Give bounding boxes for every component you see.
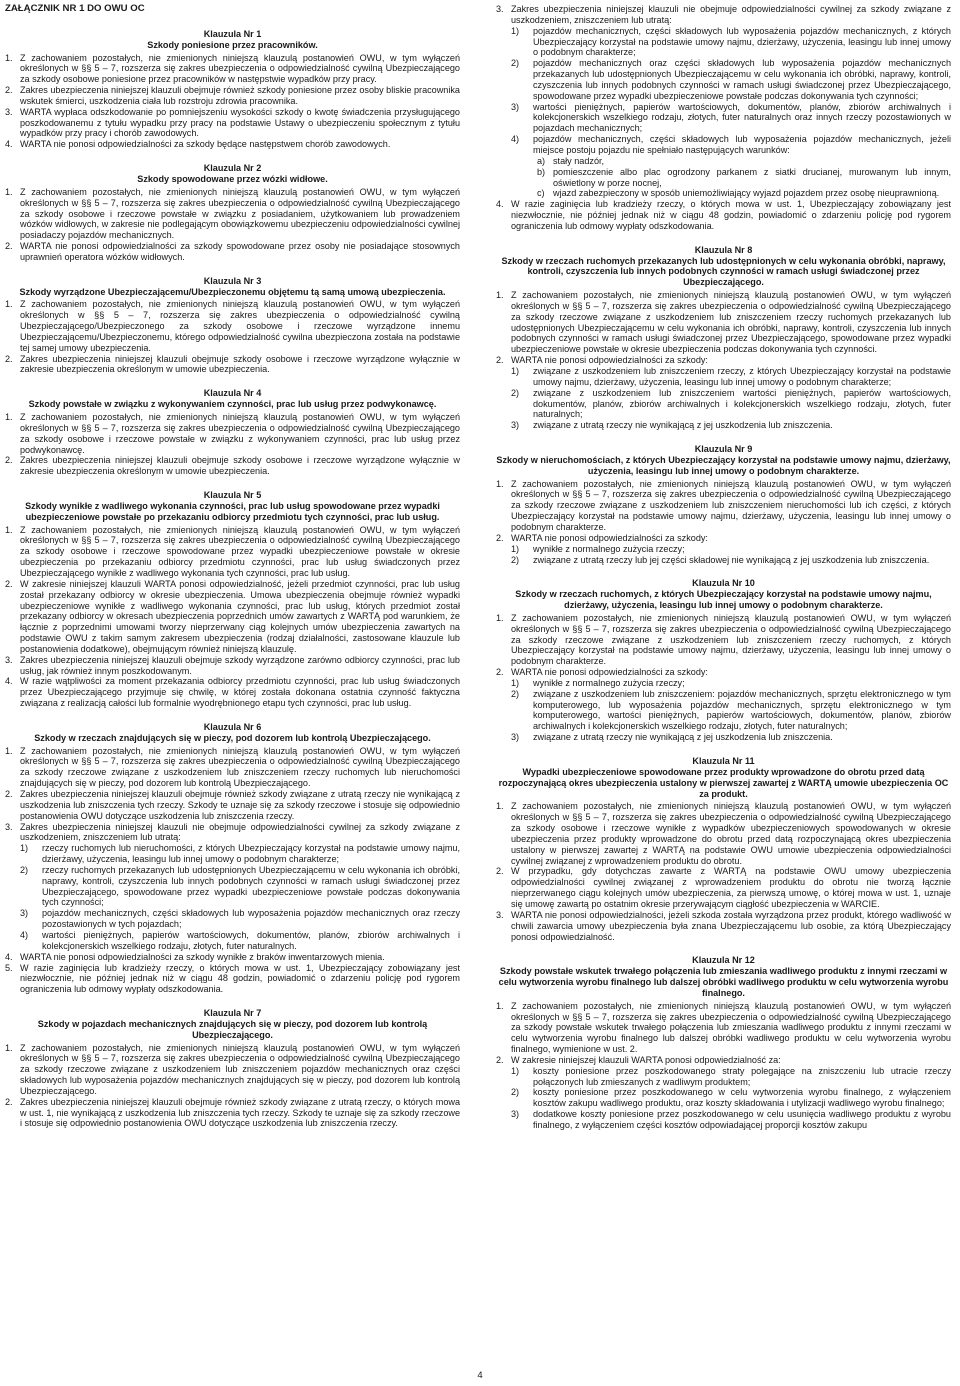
clause-point [5, 525, 460, 579]
clause [5, 29, 460, 150]
sub-point [511, 134, 951, 199]
clause-point [5, 241, 460, 263]
sub-point-text: pojazdów mechanicznych, części składowych lub wyposażenia pojazdów mechanicznych oraz rzeczy pozostawionych w tych pojazdach; [42, 908, 460, 930]
clause-title: Szkody w pojazdach mechanicznych znajdujących się w pieczy, pod dozorem lub kontrolą Ubezpieczającego. [37, 1018, 428, 1040]
point-number: 2. [496, 532, 504, 543]
sub-points [511, 366, 951, 431]
sub-point-number: 3) [511, 732, 520, 743]
point-text: WARTA nie ponosi odpowiedzialności za szkody będące następstwem chorób zawodowych. [20, 139, 391, 150]
sub-point-number: 2) [511, 387, 520, 398]
letter-point [533, 188, 951, 199]
point-text: WARTA nie ponosi odpowiedzialności za szkody spowodowane przez osoby nie posiadające stosownych uprawnień operatora wózków widłowych. [20, 241, 460, 262]
clause-point [496, 910, 951, 943]
clause-point [496, 1055, 951, 1131]
clause [5, 388, 460, 477]
letter-point-text: stały nadzór, [553, 155, 605, 166]
sub-point [20, 865, 460, 908]
clause-point [496, 613, 951, 667]
point-number: 2. [496, 667, 504, 678]
clause-point [496, 290, 951, 355]
clause-point [5, 746, 460, 789]
clause-heading: Klauzula Nr 6 [203, 721, 262, 732]
sub-point [511, 1066, 951, 1088]
clause-title: Szkody powstałe w związku z wykonywaniem czynności, prac lub usług przez podwykonawcę. [28, 399, 437, 410]
clause-title: Szkody wyrządzone Ubezpieczającemu/Ubezpieczonemu objętemu tą samą umową ubezpieczenia. [19, 286, 446, 297]
clause-heading: Klauzula Nr 7 [203, 1008, 262, 1019]
sub-point [511, 689, 951, 732]
point-text: W przypadku, gdy dotychczas zawarte z WARTĄ na podstawie OWU umowy ubezpieczenia odpowiedzialności cywilnej związanej z wprowadzeniem produktu do obrotu nie tworzą łącznie nieprzerwanego ciągu kolejnych umów ubezpieczenia, za pierwszą umowę, o której mowa w ust. 1, uznaje się umowę zawartą po ostatnim okresie przerywającym ciągłość ubezpieczenia w WARCIE. [511, 866, 951, 909]
point-number: 2. [496, 866, 504, 877]
letter-point-number: a) [537, 155, 546, 166]
clause-heading: Klauzula Nr 5 [203, 490, 262, 501]
letter-points [533, 156, 951, 199]
sub-points [511, 26, 951, 200]
sub-point-number: 2) [511, 554, 520, 565]
letter-point-number: b) [537, 166, 546, 177]
sub-point-text: związane z uszkodzeniem lub zniszczeniem wartości pieniężnych, papierów wartościowych, dokumentów, planów, zbiorów archiwalnych i kolekcjonerskich wszelkiego rodzaju, złotych, futer naturalnych; [533, 387, 951, 420]
sub-point-text: wynikłe z normalnego zużycia rzeczy; [533, 543, 685, 554]
clause-points [496, 290, 951, 431]
clause-heading: Klauzula Nr 3 [203, 275, 262, 286]
sub-point-text: dodatkowe koszty poniesione przez poszkodowanego w celu usunięcia wadliwego produktu z wyrobu finalnego, z wyłączeniem części kosztów odpowiadającej proporcji kosztów zakupu [533, 1109, 951, 1130]
point-text: W razie zaginięcia lub kradzieży rzeczy, o których mowa w ust. 1, Ubezpieczający zobowiązany jest niezwłocznie, nie później jednak niż w ciągu 48 godzin, powiadomić o zdarzeniu policję pod rygorem ograniczenia lub odmowy wypłaty odszkodowania. [511, 199, 951, 231]
clause-point [5, 822, 460, 952]
point-text: WARTA nie ponosi odpowiedzialności za szkody wynikłe z braków inwentarzowych mienia. [20, 951, 385, 962]
clause-points [5, 299, 460, 375]
point-text: WARTA wypłaca odszkodowanie po pomniejszeniu wysokości szkody o kwotę świadczenia przysługującego poszkodowanemu z tytułu wypadku przy pracy na podstawie Ustawy o ubezpieczeniu społecznym z tytułu wypadków przy pracy i chorób zawodowych. [20, 106, 460, 139]
clause-title: Szkody spowodowane przez wózki widłowe. [137, 173, 328, 184]
point-text: Zakres ubezpieczenia niniejszej klauzuli nie obejmuje odpowiedzialności cywilnej za szkody związane z uszkodzeniem, zniszczeniem lub utratą: [511, 4, 951, 25]
sub-point-text: rzeczy ruchomych lub nieruchomości, z których Ubezpieczający korzystał na podstawie umowy najmu, dzierżawy, użyczenia, leasingu lub innej umowy o podobnym charakterze; [42, 843, 460, 865]
sub-point-number: 4) [20, 929, 29, 940]
point-number: 2. [5, 353, 13, 364]
clause [496, 444, 951, 565]
point-text: Z zachowaniem pozostałych, nie zmienionych niniejszą klauzulą postanowień OWU, w tym wyłączeń określonych w §§ 5 – 7, rozszerza się zakres ubezpieczenia o odpowiedzialność cywilną Ubezpieczającego za szkody rzeczowe związane z uszkodzeniem lub zniszczeniem nieruchomości lub ich części, z których Ubezpieczający korzystał na podstawie umowy najmu, dzierżawy, użyczenia, leasingu lub innej umowy o podobnym charakterze. [511, 478, 951, 532]
sub-point-text: wartości pieniężnych, papierów wartościowych, dokumentów, planów, zbiorów archiwalnych i kolekcjonerskich wszelkiego rodzaju, złotych, futer naturalnych oraz innych rzeczy pozostawionych w pojazdach mechanicznych; [533, 101, 951, 134]
point-text: WARTA nie ponosi odpowiedzialności za szkody: [511, 355, 708, 366]
clause-title: Szkody w rzeczach znajdujących się w pieczy, pod dozorem lub kontrolą Ubezpieczającego. [34, 732, 431, 743]
point-number: 3. [496, 909, 504, 920]
point-text: Z zachowaniem pozostałych, nie zmienionych niniejszą klauzulą postanowień OWU, w tym wyłączeń określonych w §§ 5 – 7, rozszerza się zakres ubezpieczenia o odpowiedzialność cywilną Ubezpieczającego za szkody powstałe wskutek trwałego połączenia lub zmieszania wadliwego produktu z innymi rzeczami w celu wytworzenia wyrobu finalnego lub dalszej obróbki wadliwego produktu w celu wytworzenia wyrobu finalnego, wymienione w ust. 2. [511, 1000, 951, 1055]
sub-point-text: pojazdów mechanicznych oraz części składowych lub wyposażenia pojazdów mechanicznych przekazanych lub udostępnionych Ubezpieczającemu w celu wykonania ich obróbki, naprawy, kontroli, czyszczenia lub innych podobnych czynności w ramach usługi świadczonej przez Ubezpieczającego, spowodowane przez wypadki ubezpieczeniowe powstałe podczas dokonywania tych czynności; [533, 58, 951, 101]
sub-points [20, 843, 460, 951]
point-number: 1. [5, 745, 13, 756]
point-number: 1. [496, 801, 504, 812]
clause-heading: Klauzula Nr 1 [203, 28, 262, 39]
clause-point [5, 187, 460, 241]
point-text: Z zachowaniem pozostałych, nie zmienionych niniejszą klauzulą postanowień OWU, w tym wyłączeń określonych w §§ 5 – 7, rozszerza się zakres ubezpieczenia o odpowiedzialność cywilną Ubezpieczającego za szkody osobowe i rzeczowe powstałe w związku z wykonywaniem czynności, prac lub usług przez podwykonawcę. [20, 412, 460, 455]
point-number: 2. [5, 455, 13, 466]
clause [5, 490, 460, 709]
clause-points [5, 525, 460, 709]
point-text: WARTA nie ponosi odpowiedzialności, jeżeli szkoda została wyrządzona przez produkt, którego wadliwość w chwili zawarcia umowy ubezpieczenia była znana Ubezpieczającemu lub osobie, za którą Ubezpieczający ponosi odpowiedzialność. [511, 909, 951, 942]
sub-point-number: 3) [511, 420, 520, 431]
document-title: ZAŁĄCZNIK NR 1 DO OWU OC [5, 3, 145, 14]
point-text: W zakresie niniejszej klauzuli WARTA ponosi odpowiedzialność, jeżeli przedmiot czynności, prac lub usług został przekazany odbiorcy w okresie ubezpieczenia. Umowa ubezpieczenia obejmuje również wypadki ubezpieczeniowe wynikłe z wadliwego wykonania czynności, prac lub usług, których przedmiot został przekazany odbiorcy w okresach ubezpieczenia poprzednich umów zawartych z WARTĄ pod warunkiem, że łącznie z poprzednimi umowami tworzy nieprzerwany ciąg kolejnych umów ubezpieczenia zawartych na podstawie OWU z takim samym zakresem ubezpieczenia (rodzaj działalności, zastosowane klauzule lub postanowienia dodatkowe), obejmującym również niniejszą klauzulę. [20, 578, 460, 654]
sub-point-text: pojazdów mechanicznych, części składowych lub wyposażenia pojazdów mechanicznych, z których Ubezpieczający korzystał na podstawie umowy najmu, dzierżawy, użyczenia, leasingu lub innej umowy o podobnym charakterze; [533, 25, 951, 58]
point-number: 1. [496, 612, 504, 623]
clause-heading: Klauzula Nr 8 [694, 244, 753, 255]
left-clauses [5, 29, 460, 1129]
point-text: Z zachowaniem pozostałych, nie zmienionych niniejszą klauzulą postanowień OWU, w tym wyłączeń określonych w §§ 5 – 7, rozszerza się zakres ubezpieczenia o odpowiedzialność cywilną Ubezpieczającego za szkody osobowe i rzeczowe powstałe w związku z posiadaniem, użytkowaniem lub prowadzeniem wózków widłowych, w zakresie nie podlegającym obowiązkowemu ubezpieczeniu odpowiedzialności cywilnej posiadaczy pojazdów mechanicznych. [20, 186, 460, 241]
clause-point [5, 53, 460, 86]
clause [5, 1008, 460, 1129]
sub-point-text: pojazdów mechanicznych, części składowych lub wyposażenia pojazdów mechanicznych, jeżeli miejsce postoju pojazdu nie spełniało następujących warunków: [533, 134, 951, 155]
clause [496, 4, 951, 232]
clause [5, 163, 460, 263]
clause [496, 955, 951, 1131]
sub-point-text: wartości pieniężnych, papierów wartościowych, dokumentów, planów, zbiorów archiwalnych i kolekcjonerskich wszelkiego rodzaju, złotych, futer naturalnych. [42, 929, 460, 951]
sub-point-number: 2) [20, 864, 29, 875]
clause-point [496, 355, 951, 431]
sub-point-number: 3) [511, 1109, 520, 1120]
sub-point-number: 1) [511, 366, 520, 376]
clause [496, 578, 951, 743]
sub-point-number: 4) [511, 134, 520, 145]
sub-point [20, 930, 460, 952]
point-number: 2. [5, 85, 13, 96]
sub-point [511, 544, 951, 555]
clause [5, 722, 460, 995]
point-number: 1. [496, 290, 504, 301]
clause-points [5, 1043, 460, 1130]
clause-heading: Klauzula Nr 9 [694, 444, 753, 455]
clause-point [496, 667, 951, 743]
sub-point [511, 102, 951, 135]
clause-title: Szkody poniesione przez pracowników. [147, 39, 318, 50]
point-number: 4. [5, 139, 13, 150]
point-number: 1. [5, 1042, 13, 1053]
clause-point [5, 789, 460, 822]
sub-point [511, 388, 951, 421]
sub-point-number: 2) [511, 688, 520, 699]
clause-point [5, 107, 460, 140]
clause-heading: Klauzula Nr 2 [203, 163, 262, 174]
sub-points [511, 1066, 951, 1131]
sub-point [20, 843, 460, 865]
clause-point [5, 299, 460, 353]
sub-point [511, 58, 951, 101]
point-text: Z zachowaniem pozostałych, nie zmienionych niniejszą klauzulą postanowień OWU, w tym wyłączeń określonych w §§ 5 – 7, rozszerza się zakres ubezpieczenia o odpowiedzialność cywilną Ubezpieczającego za szkody rzeczowe związane z uszkodzeniem lub zniszczeniem rzeczy ruchomych, z których Ubezpieczający korzystał na podstawie umowy najmu, dzierżawy, użyczenia, leasingu lub innej umowy o podobnym charakterze. [511, 612, 951, 667]
point-number: 3. [496, 4, 504, 14]
sub-point-number: 1) [511, 543, 520, 554]
sub-points [511, 678, 951, 743]
point-number: 1. [5, 52, 13, 63]
clause-title: Szkody w nieruchomościach, z których Ubezpieczający korzystał na podstawie umowy najmu, dzierżawy, użyczenia, leasingu lub innej umowy o podobnym charakterze. [496, 454, 951, 476]
clause-point [5, 354, 460, 376]
clause-point [5, 579, 460, 655]
clause-points [496, 613, 951, 743]
clause-points [5, 187, 460, 263]
point-number: 1. [496, 1000, 504, 1011]
point-number: 1. [5, 186, 13, 197]
point-text: W zakresie niniejszej klauzuli WARTA ponosi odpowiedzialność za: [511, 1054, 781, 1065]
clause-points [496, 1001, 951, 1131]
letter-point-number: c) [537, 188, 545, 199]
clause-point [5, 952, 460, 963]
sub-point-text: związane z utratą rzeczy lub jej części składowej nie wynikającą z jej uszkodzenia lub zniszczenia. [533, 554, 930, 565]
sub-point [511, 555, 951, 566]
point-text: Zakres ubezpieczenia niniejszej klauzuli obejmuje również szkody związane z utratą rzeczy nie wynikającą z uszkodzenia lub zniszczenia tych rzeczy. Szkody te uznaje się za szkody rzeczowe i stosuje się odpowiednio postanowienia OWU dotyczące uszkodzenia lub zniszczenia rzeczy. [20, 789, 460, 821]
sub-point-number: 2) [511, 1087, 520, 1098]
clause-point [5, 139, 460, 150]
clause [496, 756, 951, 942]
clause-heading: Klauzula Nr 4 [203, 388, 262, 399]
sub-point-number: 1) [511, 25, 520, 36]
point-number: 2. [5, 1096, 13, 1107]
clause [496, 245, 951, 431]
clause [5, 276, 460, 376]
sub-point-number: 3) [511, 101, 520, 112]
point-text: Zakres ubezpieczenia niniejszej klauzuli obejmuje szkody osobowe i rzeczowe wyrządzone wyłącznie w zakresie ubezpieczenia określonym w umowie ubezpieczenia. [20, 455, 460, 477]
sub-point [511, 732, 951, 743]
clause-points [496, 4, 951, 232]
sub-point [511, 26, 951, 59]
point-text: WARTA nie ponosi odpowiedzialności za szkody: [511, 667, 708, 678]
point-text: WARTA nie ponosi odpowiedzialności za szkody: [511, 532, 708, 543]
clause-point [5, 676, 460, 709]
clause-point [5, 1097, 460, 1130]
point-text: Zakres ubezpieczenia niniejszej klauzuli nie obejmuje odpowiedzialności cywilnej za szkody związane z uszkodzeniem, zniszczeniem lub utratą: [20, 821, 460, 843]
clause-point [496, 4, 951, 199]
clause-point [5, 1043, 460, 1097]
point-number: 1. [5, 299, 13, 310]
sub-point [511, 678, 951, 689]
point-number: 2. [496, 1054, 504, 1065]
clause-point [5, 85, 460, 107]
clause-point [496, 866, 951, 909]
sub-point-text: związane z utratą rzeczy nie wynikającą z jej uszkodzenia lub zniszczenia. [533, 420, 833, 431]
point-text: Z zachowaniem pozostałych, nie zmienionych niniejszą klauzulą postanowień OWU, w tym wyłączeń określonych w §§ 5 – 7, rozszerza się zakres ubezpieczenia o odpowiedzialność cywilną Ubezpieczającego za szkody osobowe poniesione przez pracowników w następstwie wypadków przy pracy. [20, 52, 460, 85]
clause-point [496, 1001, 951, 1055]
clause-heading: Klauzula Nr 10 [692, 578, 755, 589]
sub-point [511, 366, 951, 388]
clause-point [5, 963, 460, 996]
sub-points [511, 544, 951, 566]
point-number: 3. [5, 821, 13, 832]
clause-title: Szkody powstałe wskutek trwałego połączenia lub zmieszania wadliwego produktu z innymi rzeczami w celu wytworzenia wyrobu finalnego lub dalszej obróbki wadliwego produktu w celu wytworzenia wyrobu finalnego. [498, 966, 949, 998]
sub-point-text: koszty poniesione przez poszkodowanego straty polegające na zniszczeniu lub utracie rzeczy połączonych lub zmieszanych z wadliwym produktem; [533, 1065, 951, 1087]
clause-points [496, 801, 951, 942]
clause-heading: Klauzula Nr 11 [692, 756, 755, 766]
point-text: Zakres ubezpieczenia niniejszej klauzuli obejmuje szkody osobowe i rzeczowe wyrządzone wyłącznie w zakresie ubezpieczenia określonym w umowie ubezpieczenia. [20, 353, 460, 375]
point-number: 4. [5, 676, 13, 687]
point-text: W razie wątpliwości za moment przekazania odbiorcy przedmiotu czynności, prac lub usług świadczonych przez Ubezpieczającego przyjmuje się chwilę, w której została dokonana ostatnia czynność faktyczna związana z realizacją całości lub formalnie wyodrębnionego etapu tych czynności, prac lub usług. [20, 676, 460, 709]
point-number: 4. [5, 951, 13, 962]
left-column [5, 4, 460, 1129]
point-number: 3. [5, 106, 13, 117]
point-text: Zakres ubezpieczenia niniejszej klauzuli obejmuje szkody wyrządzone zarówno odbiorcy czynności, prac lub usług, jak również innym poszkodowanym. [20, 654, 460, 676]
clause-point [5, 655, 460, 677]
clause-point [5, 455, 460, 477]
point-text: Zakres ubezpieczenia niniejszej klauzuli obejmuje również szkody związane z utratą rzeczy, o których mowa w ust. 1, nie wynikającą z uszkodzenia lub zniszczenia tych rzeczy. Szkody te uznaje się za szkody rzeczowe i stosuje się odpowiednio postanowienia OWU dotyczące uszkodzenia lub zniszczenia rzeczy. [20, 1096, 460, 1129]
point-number: 2. [5, 578, 13, 589]
point-text: Z zachowaniem pozostałych, nie zmienionych niniejszą klauzulą postanowień OWU, w tym wyłączeń określonych w §§ 5 – 7, rozszerza się zakres ubezpieczenia o odpowiedzialność cywilną Ubezpieczającego za szkody rzeczowe związane z uszkodzeniem lub zniszczeniem rzeczy ruchomych lub nieruchomości znajdujących się w pieczy, pod dozorem lub kontrolą Ubezpieczającego. [20, 745, 460, 789]
point-text: Z zachowaniem pozostałych, nie zmienionych niniejszą klauzulą postanowień OWU, w tym wyłączeń określonych w §§ 5 – 7, rozszerza się zakres ubezpieczenia o odpowiedzialność cywilną Ubezpieczającego za szkody rzeczowe związane z uszkodzeniem lub zniszczeniem pojazdów mechanicznych oraz części składowych lub wyposażenia pojazdów mechanicznych znajdujących się w pieczy, pod dozorem lub kontrolą Ubezpieczającego. [20, 1042, 460, 1096]
point-number: 3. [5, 654, 13, 665]
point-text: W razie zaginięcia lub kradzieży rzeczy, o których mowa w ust. 1, Ubezpieczający zobowiązany jest niezwłocznie, nie później jednak niż w ciągu 48 godzin, powiadomić o zdarzeniu policję pod rygorem ograniczenia lub odmowy wypłaty odszkodowania. [20, 962, 460, 995]
clause-point [5, 412, 460, 455]
point-number: 4. [496, 199, 504, 210]
right-column [496, 4, 951, 1131]
clause-title: Szkody w rzeczach ruchomych, z których Ubezpieczający korzystał na podstawie umowy najmu, dzierżawy, użyczenia, leasingu lub innej umowy o podobnym charakterze. [515, 589, 932, 611]
sub-point [511, 1087, 951, 1109]
letter-point-text: wjazd zabezpieczony w sposób uniemożliwiający wyjazd pojazdem przez osobę nieuprawnioną. [553, 188, 940, 199]
sub-point-text: wynikłe z normalnego zużycia rzeczy; [533, 677, 685, 688]
clause-points [5, 53, 460, 151]
clause-title: Szkody wynikłe z wadliwego wykonania czynności, prac lub usług spowodowane przez wypadki ubezpieczeniowe powstałe po przekazaniu odbiorcy przedmiotu tych czynności, prac lub usług. [25, 500, 440, 522]
sub-point-text: związane z utratą rzeczy nie wynikającą z jej uszkodzenia lub zniszczenia. [533, 732, 833, 743]
letter-point [533, 167, 951, 189]
sub-point-text: związane z uszkodzeniem lub zniszczeniem rzeczy, z których Ubezpieczający korzystał na podstawie umowy najmu, dzierżawy, użyczenia, leasingu lub innej umowy o podobnym charakterze; [533, 366, 951, 387]
sub-point-text: związane z uszkodzeniem lub zniszczeniem: pojazdów mechanicznych, sprzętu elektronicznego w tym komputerowego, lub wyposażenia pojazdów mechanicznych, sprzętu elektronicznego w tym komputerowego, wartości pieniężnych, papierów wartościowych, dokumentów, planów, zbiorów archiwalnych i kolekcjonerskich wszelkiego rodzaju, złotych, futer naturalnych; [533, 688, 951, 732]
clause-point [496, 801, 951, 866]
letter-point [533, 156, 951, 167]
point-number: 5. [5, 962, 13, 973]
clause-title: Wypadki ubezpieczeniowe spowodowane przez produkty wprowadzone do obrotu przed datą rozpoczynającą okres ubezpieczenia ustalony w pierwszej zawartej z WARTĄ umowie ubezpieczenia OC za produkt. [498, 766, 949, 799]
sub-point-number: 3) [20, 908, 29, 919]
sub-point-number: 1) [511, 1065, 520, 1076]
point-text: Z zachowaniem pozostałych, nie zmienionych niniejszą klauzulą postanowień OWU, w tym wyłączeń określonych w §§ 5 – 7, rozszerza się zakres ubezpieczenia o odpowiedzialność cywilną Ubezpieczającego za szkody rzeczowe związane z uszkodzeniem lub zniszczeniem rzeczy ruchomych przekazanych lub udostępnionych Ubezpieczającemu w celu wykonania ich obróbki, naprawy, kontroli, czyszczenia lub innych podobnych czynności w ramach usługi świadczonej przez Ubezpieczającego, spowodowane przez wypadki ubezpieczeniowe powstałe w okresie ubezpieczenia podczas dokonywania tych czynności. [511, 290, 951, 355]
sub-point-number: 1) [20, 843, 29, 854]
letter-point-text: pomieszczenie albo plac ogrodzony parkanem z siatki drucianej, murowanym lub innym, oświetlony w porze nocnej, [553, 166, 951, 188]
point-number: 1. [5, 412, 13, 422]
clause-point [496, 199, 951, 232]
point-number: 2. [5, 789, 13, 799]
clause-title: Szkody w rzeczach ruchomych przekazanych lub udostępnionych w celu wykonania obróbki, naprawy, kontroli, czyszczenia lub innych podobnych czynności w ramach usługi świadczonej przez Ubezpieczającego. [501, 255, 946, 288]
clause-point [496, 533, 951, 566]
point-number: 1. [496, 478, 504, 489]
right-clauses [496, 4, 951, 1131]
sub-point [20, 908, 460, 930]
point-number: 1. [5, 524, 13, 535]
page-number: 4 [477, 1370, 483, 1381]
point-text: Z zachowaniem pozostałych, nie zmienionych niniejszą klauzulą postanowień OWU, w tym wyłączeń określonych w §§ 5 – 7, rozszerza się zakres ubezpieczenia o odpowiedzialność cywilną Ubezpieczającego za szkody osobowe i rzeczowe wynikłe z wypadków ubezpieczeniowych spowodowanych w okresie ubezpieczenia przez produkty wprowadzone do obrotu przed datą rozpoczynającą okres ubezpieczenia ustalony w pierwszej zawartej z WARTĄ na podstawie OWU umowie ubezpieczenia odpowiedzialności cywilnej związanej z wprowadzeniem produktu do obrotu. [511, 801, 951, 866]
sub-point [511, 420, 951, 431]
sub-point [511, 1109, 951, 1131]
sub-point-text: rzeczy ruchomych przekazanych lub udostępnionych Ubezpieczającemu w celu wykonania ich obróbki, naprawy, kontroli, czyszczenia lub innych podobnych czynności w ramach usługi świadczonej przez Ubezpieczającego, spowodowane przez wypadki ubezpieczeniowe powstałe podczas dokonywania tych czynności; [42, 864, 460, 908]
sub-point-number: 1) [511, 677, 520, 688]
sub-point-number: 2) [511, 58, 520, 69]
clause-point [496, 479, 951, 533]
point-text: Z zachowaniem pozostałych, nie zmienionych niniejszą klauzulą postanowień OWU, w tym wyłączeń określonych w §§ 5 – 7, rozszerza się zakres ubezpieczenia o odpowiedzialność cywilną Ubezpieczającego/Ubezpieczonego za szkody osobowe i rzeczowe wyrządzone innemu Ubezpieczającemu/Ubezpieczonemu, którego odpowiedzialność cywilna ubezpieczona została na podstawie tej samej umowy ubezpieczenia. [20, 299, 460, 353]
point-text: Zakres ubezpieczenia niniejszej klauzuli obejmuje również szkody poniesione przez osoby bliskie pracownika wskutek śmierci, uszkodzenia ciała lub rozstroju zdrowia pracownika. [20, 85, 460, 106]
point-number: 2. [5, 241, 13, 252]
point-number: 2. [496, 355, 504, 366]
clause-points [5, 412, 460, 477]
clause-heading: Klauzula Nr 12 [692, 955, 755, 966]
clause-points [5, 746, 460, 995]
sub-point-text: koszty poniesione przez poszkodowanego w celu wytworzenia wyrobu finalnego, z wyłączeniem kosztów zakupu wadliwego produktu, oraz koszty składowania i utylizacji wadliwego wyrobu finalnego; [533, 1087, 951, 1109]
clause-points [496, 479, 951, 566]
point-text: Z zachowaniem pozostałych, nie zmienionych niniejszą klauzulą postanowień OWU, w tym wyłączeń określonych w §§ 5 – 7, rozszerza się zakres ubezpieczenia o odpowiedzialność cywilną Ubezpieczającego za szkody osobowe i rzeczowe spowodowane przez wypadki ubezpieczeniowe powstałe w okresie ubezpieczenia po przekazaniu odbiorcy przedmiotu czynności, prac lub usług świadczonych przez Ubezpieczającego wynikłe z wadliwego wykonania tych czynności, prac lub usług. [20, 524, 460, 578]
